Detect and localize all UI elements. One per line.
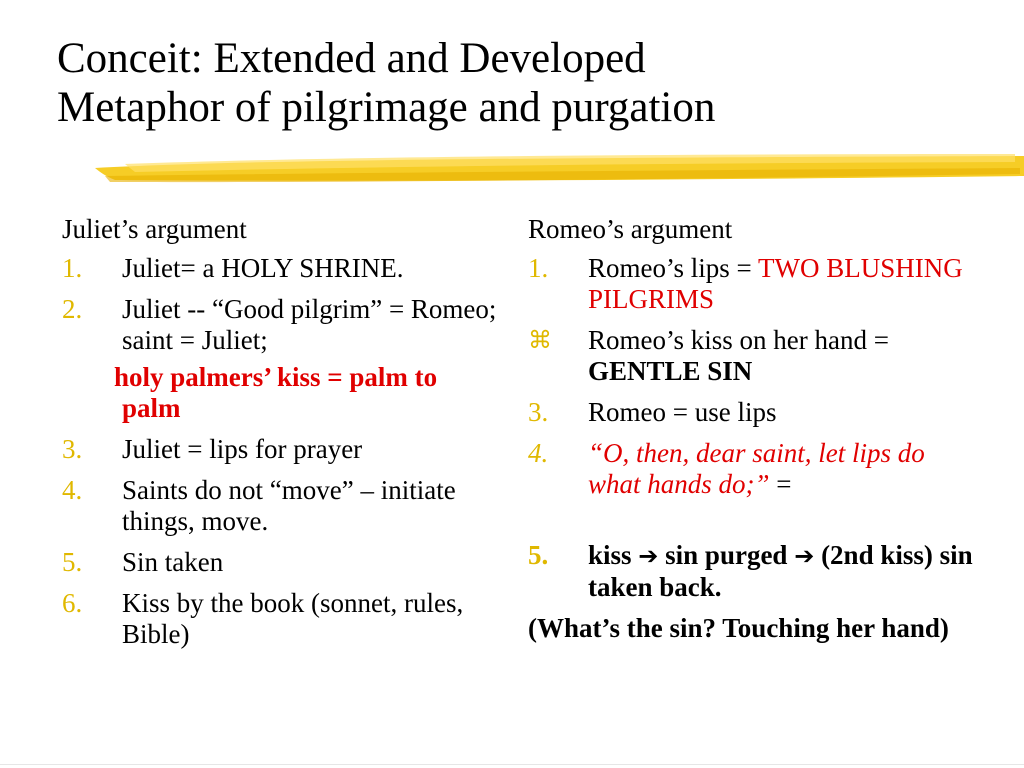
list-number: 3.: [528, 397, 549, 427]
list-item-text: Kiss by the book (sonnet, rules, Bible): [122, 588, 464, 649]
highlighter-stroke: [95, 150, 1024, 190]
gentle-sin-text: GENTLE SIN: [588, 356, 753, 386]
list-number: 4.: [62, 475, 83, 505]
title-line-2: Metaphor of pilgrimage and purgation: [57, 84, 716, 131]
bottom-divider: [0, 764, 1024, 765]
list-item-text: Romeo’s kiss on her hand =: [588, 325, 889, 355]
juliet-list: [62, 253, 502, 650]
list-item: [62, 547, 502, 578]
list-item: [528, 253, 978, 315]
list-item-text: Romeo = use lips: [588, 397, 777, 427]
list-item: [528, 438, 978, 500]
sin-purged-text: sin purged: [658, 540, 795, 570]
list-number: 2.: [62, 294, 83, 324]
juliet-heading: Juliet’s argument: [62, 214, 247, 244]
list-item: [62, 434, 502, 465]
list-item-text: Juliet -- “Good pilgrim” = Romeo; saint = Juliet;: [122, 294, 497, 355]
juliet-column: [62, 214, 502, 660]
spacer: [528, 510, 978, 540]
title-line-1: Conceit: Extended and Developed: [57, 35, 646, 82]
list-number: 5.: [528, 540, 549, 570]
closing-question: (What’s the sin? Touching her hand): [528, 613, 949, 643]
list-item: [528, 325, 978, 387]
palmers-kiss-note: holy palmers’ kiss = palm to palm: [114, 362, 438, 423]
list-number: 1.: [62, 253, 83, 283]
list-item-text: Saints do not “move” – initiate things, move.: [122, 475, 456, 536]
list-item-text: Romeo’s lips =: [588, 253, 759, 283]
arrow-right-icon: ➔: [794, 542, 815, 570]
list-item: [528, 540, 978, 603]
list-number: 4.: [528, 438, 549, 468]
list-item: [62, 294, 502, 356]
equals-sign: =: [769, 469, 792, 499]
list-item: [62, 253, 502, 284]
list-number: 5.: [62, 547, 83, 577]
list-number: 6.: [62, 588, 83, 618]
list-item: [62, 475, 502, 537]
shakespeare-quote: “O, then, dear saint, let lips do what hands do;”: [588, 438, 925, 499]
list-item-text: Juliet = lips for prayer: [122, 434, 363, 464]
list-item-text: Juliet= a HOLY SHRINE.: [122, 253, 404, 283]
list-item: [62, 588, 502, 650]
romeo-column: [528, 214, 978, 644]
list-number: 3.: [62, 434, 83, 464]
sin-taken-back-text: (2nd kiss) sin taken back.: [588, 540, 973, 602]
kiss-text: kiss: [588, 540, 639, 570]
romeo-list: [528, 253, 978, 603]
command-symbol-icon: ⌘: [528, 326, 552, 354]
list-item: [528, 397, 978, 428]
highlight-text: TWO BLUSHING PILGRIMS: [588, 253, 963, 314]
slide-title: [57, 34, 977, 132]
list-number: 1.: [528, 253, 549, 283]
romeo-heading: Romeo’s argument: [528, 214, 733, 244]
arrow-right-icon: ➔: [638, 542, 659, 570]
list-item-text: Sin taken: [122, 547, 224, 577]
